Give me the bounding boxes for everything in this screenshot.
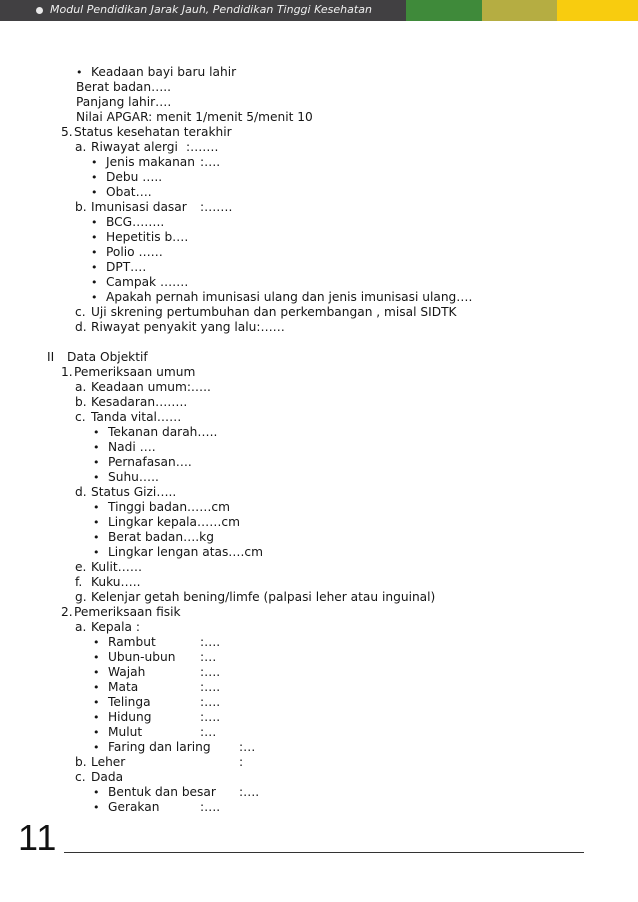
header-yellow-band bbox=[557, 0, 638, 21]
list-marker: c. bbox=[75, 410, 86, 424]
line-text: DPT…. bbox=[106, 260, 147, 274]
bullet-marker: • bbox=[91, 246, 98, 259]
list-marker: e. bbox=[75, 560, 87, 574]
line-text: Telinga bbox=[108, 695, 151, 709]
line-colon-value: :…. bbox=[200, 635, 221, 649]
line-text: Tinggi badan……cm bbox=[108, 500, 230, 514]
line-text: Wajah bbox=[108, 665, 146, 679]
line-text: Faring dan laring bbox=[108, 740, 211, 754]
line-text: Dada bbox=[91, 770, 124, 784]
header-olive-band bbox=[482, 0, 557, 21]
line-text: Polio …… bbox=[106, 245, 163, 259]
bullet-marker: • bbox=[93, 801, 100, 814]
line-colon-value: :…. bbox=[200, 710, 221, 724]
line-text: Kuku….. bbox=[91, 575, 141, 589]
line-colon-value: :……. bbox=[200, 200, 233, 214]
list-marker: b. bbox=[75, 200, 87, 214]
line-text: Obat…. bbox=[106, 185, 152, 199]
footer-rule bbox=[64, 852, 584, 853]
list-marker: a. bbox=[75, 380, 87, 394]
bullet-marker: • bbox=[93, 786, 100, 799]
line-colon-value: :…. bbox=[200, 665, 221, 679]
line-text: Status kesehatan terakhir bbox=[74, 125, 232, 139]
line-text: Uji skrening pertumbuhan dan perkembangan , misal SIDTK bbox=[91, 305, 457, 319]
bullet-marker: • bbox=[93, 711, 100, 724]
header-title: Modul Pendidikan Jarak Jauh, Pendidikan Tinggi Kesehatan bbox=[50, 3, 372, 16]
bullet-marker: • bbox=[93, 471, 100, 484]
line-text: Jenis makanan bbox=[106, 155, 195, 169]
list-marker: c. bbox=[75, 770, 86, 784]
bullet-marker: • bbox=[93, 456, 100, 469]
line-text: Pernafasan…. bbox=[108, 455, 192, 469]
line-text: Panjang lahir…. bbox=[76, 95, 172, 109]
line-colon-value: :……. bbox=[186, 140, 219, 154]
line-colon-value: :…. bbox=[200, 155, 221, 169]
line-text: Mata bbox=[108, 680, 139, 694]
list-marker: 5. bbox=[61, 125, 73, 139]
line-text: Tekanan darah….. bbox=[108, 425, 218, 439]
line-text: Apakah pernah imunisasi ulang dan jenis imunisasi ulang…. bbox=[106, 290, 473, 304]
bullet-marker: • bbox=[91, 156, 98, 169]
bullet-marker: • bbox=[93, 501, 100, 514]
list-marker: 2. bbox=[61, 605, 73, 619]
bullet-marker: • bbox=[93, 636, 100, 649]
list-marker: b. bbox=[75, 755, 87, 769]
bullet-marker: • bbox=[93, 666, 100, 679]
page-header bbox=[0, 0, 638, 21]
line-text: Imunisasi dasar bbox=[91, 200, 187, 214]
list-marker: II bbox=[47, 350, 55, 364]
bullet-marker: • bbox=[91, 186, 98, 199]
bullet-marker: • bbox=[76, 66, 83, 79]
line-text: Status Gizi….. bbox=[91, 485, 177, 499]
line-text: Kelenjar getah bening/limfe (palpasi leher atau inguinal) bbox=[91, 590, 436, 604]
bullet-marker: • bbox=[91, 231, 98, 244]
line-colon-value: :… bbox=[200, 725, 217, 739]
line-text: Data Objektif bbox=[67, 350, 148, 364]
line-text: Bentuk dan besar bbox=[108, 785, 216, 799]
bullet-marker: • bbox=[93, 531, 100, 544]
line-text: Nilai APGAR: menit 1/menit 5/menit 10 bbox=[76, 110, 313, 124]
list-marker: a. bbox=[75, 620, 87, 634]
line-text: Campak ……. bbox=[106, 275, 189, 289]
bullet-marker: • bbox=[93, 441, 100, 454]
line-text: Lingkar kepala……cm bbox=[108, 515, 240, 529]
line-text: Kulit…… bbox=[91, 560, 143, 574]
bullet-marker: • bbox=[93, 741, 100, 754]
bullet-marker: • bbox=[91, 276, 98, 289]
line-text: Hepetitis b…. bbox=[106, 230, 189, 244]
list-marker: b. bbox=[75, 395, 87, 409]
line-text: Debu ….. bbox=[106, 170, 163, 184]
line-text: Lingkar lengan atas….cm bbox=[108, 545, 263, 559]
line-text: BCG…….. bbox=[106, 215, 165, 229]
line-colon-value: : bbox=[239, 755, 244, 769]
bullet-marker: • bbox=[93, 681, 100, 694]
line-text: Pemeriksaan fisik bbox=[74, 605, 181, 619]
line-text: Leher bbox=[91, 755, 126, 769]
line-text: Riwayat penyakit yang lalu:…… bbox=[91, 320, 285, 334]
line-colon-value: :…. bbox=[200, 695, 221, 709]
list-marker: d. bbox=[75, 485, 87, 499]
bullet-marker: • bbox=[93, 651, 100, 664]
bullet-marker: • bbox=[91, 291, 98, 304]
bullet-marker: • bbox=[93, 516, 100, 529]
line-text: Riwayat alergi bbox=[91, 140, 178, 154]
line-text: Gerakan bbox=[108, 800, 160, 814]
header-green-band bbox=[406, 0, 482, 21]
line-text: Nadi …. bbox=[108, 440, 156, 454]
bullet-marker: • bbox=[93, 546, 100, 559]
bullet-marker: • bbox=[91, 261, 98, 274]
page-number: 11 bbox=[18, 817, 58, 858]
line-text: Berat badan….. bbox=[76, 80, 172, 94]
line-colon-value: :… bbox=[239, 740, 256, 754]
line-colon-value: :… bbox=[200, 650, 217, 664]
line-text: Mulut bbox=[108, 725, 143, 739]
line-colon-value: :…. bbox=[200, 800, 221, 814]
line-colon-value: :…. bbox=[200, 680, 221, 694]
line-text: Kepala : bbox=[91, 620, 140, 634]
line-text: Keadaan bayi baru lahir bbox=[91, 65, 237, 79]
line-text: Kesadaran…….. bbox=[91, 395, 188, 409]
line-text: Ubun-ubun bbox=[108, 650, 176, 664]
line-text: Tanda vital…… bbox=[91, 410, 182, 424]
header-bullet-icon bbox=[36, 7, 43, 14]
list-marker: g. bbox=[75, 590, 87, 604]
list-marker: 1. bbox=[61, 365, 73, 379]
bullet-marker: • bbox=[93, 426, 100, 439]
line-text: Pemeriksaan umum bbox=[74, 365, 196, 379]
line-text: Berat badan….kg bbox=[108, 530, 214, 544]
bullet-marker: • bbox=[91, 216, 98, 229]
bullet-marker: • bbox=[93, 726, 100, 739]
list-marker: c. bbox=[75, 305, 86, 319]
line-text: Rambut bbox=[108, 635, 156, 649]
line-text: Suhu….. bbox=[108, 470, 159, 484]
list-marker: d. bbox=[75, 320, 87, 334]
bullet-marker: • bbox=[91, 171, 98, 184]
line-text: Keadaan umum:….. bbox=[91, 380, 211, 394]
line-colon-value: :…. bbox=[239, 785, 260, 799]
bullet-marker: • bbox=[93, 696, 100, 709]
list-marker: a. bbox=[75, 140, 87, 154]
list-marker: f. bbox=[75, 575, 83, 589]
line-text: Hidung bbox=[108, 710, 152, 724]
